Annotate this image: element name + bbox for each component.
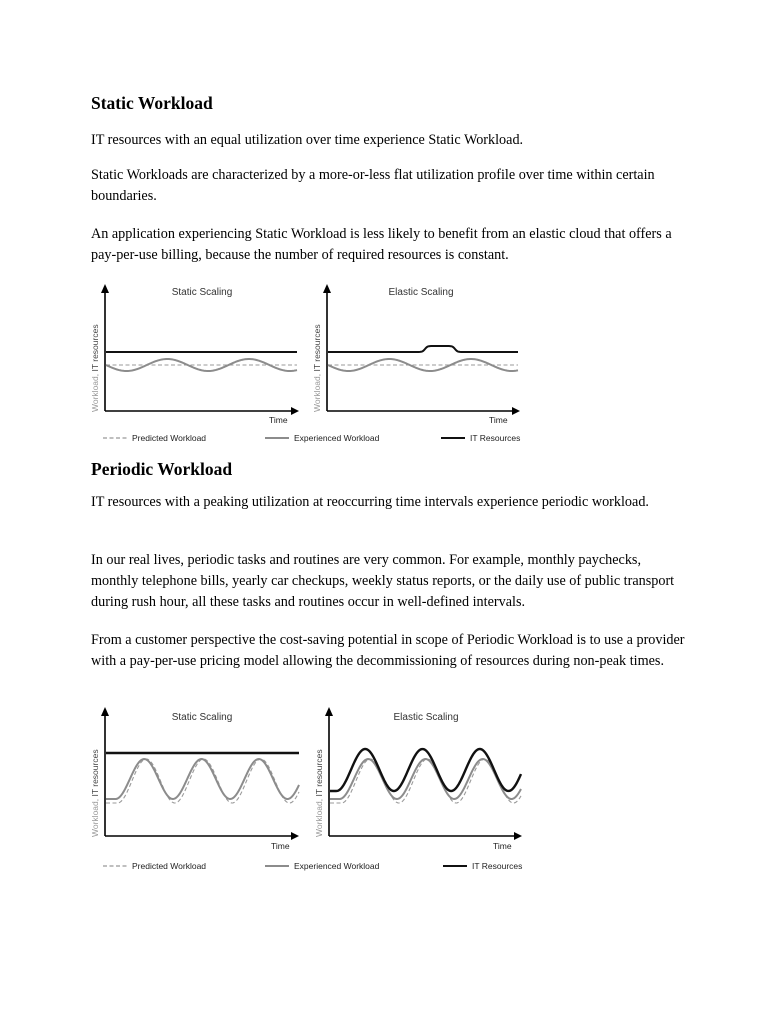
y-axis-arrow: [101, 707, 109, 716]
periodic-workload-figure: [85, 703, 535, 873]
section-heading-static: Static Workload: [91, 93, 213, 113]
legend-predicted-label: Predicted Workload: [132, 433, 207, 443]
y-axis-label: Workload, IT resources: [90, 324, 100, 412]
x-axis-arrow: [514, 832, 522, 840]
x-axis-label: Time: [493, 841, 512, 851]
it-resources-line: [328, 346, 518, 352]
paragraph: IT resources with a peaking utilization at reoccurring time intervals experience periodic workload.: [91, 494, 649, 510]
x-axis-label: Time: [271, 841, 290, 851]
paragraph: Static Workloads are characterized by a more-or-less flat utilization profile over time within certain boundaries.: [91, 167, 655, 204]
y-axis-label: Workload, IT resources: [90, 749, 100, 837]
paragraph: An application experiencing Static Workload is less likely to benefit from an elastic cloud that offers a pay-per-use billing, because the number of required resources is constant.: [91, 226, 672, 263]
panel-title-right: Elastic Scaling: [388, 287, 454, 298]
x-axis-arrow: [291, 832, 299, 840]
panel-title-right: Elastic Scaling: [393, 712, 459, 723]
paragraph: In our real lives, periodic tasks and routines are very common. For example, monthly paychecks, monthly telephone bills, yearly car checkups, weekly status reports, or the daily use of public transport during rush hour, all these tasks and routines occur in well-defined intervals.: [91, 552, 675, 610]
experienced-workload-line: [106, 759, 299, 799]
paragraph: From a customer perspective the cost-saving potential in scope of Periodic Workload is to use a provider with a pay-per-use pricing model allowing the decommissioning of resources during non-peak times.: [91, 632, 685, 669]
predicted-workload-line: [106, 759, 299, 803]
panel-title-left: Static Scaling: [171, 287, 233, 298]
panel-title-left: Static Scaling: [171, 712, 233, 723]
x-axis-label: Time: [269, 415, 288, 425]
y-axis-arrow: [325, 707, 333, 716]
x-axis-arrow: [291, 407, 299, 415]
legend-resources-label: IT Resources: [472, 861, 523, 871]
section-heading-periodic: Periodic Workload: [91, 459, 233, 479]
legend-predicted-label: Predicted Workload: [132, 861, 207, 871]
y-axis-arrow: [323, 284, 331, 293]
y-axis-label: Workload, IT resources: [314, 749, 324, 837]
x-axis-arrow: [512, 407, 520, 415]
legend-experienced-label: Experienced Workload: [294, 861, 380, 871]
y-axis-arrow: [101, 284, 109, 293]
legend-experienced-label: Experienced Workload: [294, 433, 380, 443]
x-axis-label: Time: [489, 415, 508, 425]
legend-resources-label: IT Resources: [470, 433, 521, 443]
y-axis-label: Workload, IT resources: [312, 324, 322, 412]
paragraph: IT resources with an equal utilization over time experience Static Workload.: [91, 132, 524, 148]
static-workload-figure: [85, 280, 535, 450]
